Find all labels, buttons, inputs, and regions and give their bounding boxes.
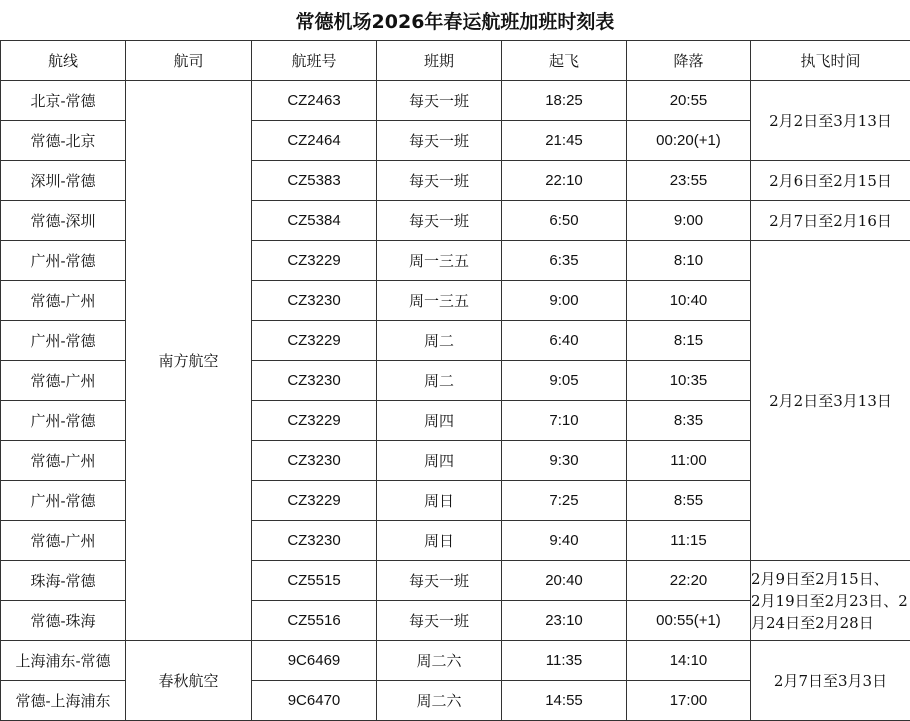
departure-cell: 20:40 (502, 561, 627, 601)
schedule-cell: 周二六 (377, 681, 502, 721)
route-cell: 上海浦东-常德 (1, 641, 126, 681)
departure-cell: 6:50 (502, 201, 627, 241)
flight-no-cell: CZ5383 (252, 161, 377, 201)
airline-cell: 春秋航空 (126, 641, 252, 721)
airline-cell: 南方航空 (126, 81, 252, 641)
flight-no-cell: CZ3229 (252, 321, 377, 361)
schedule-cell: 每天一班 (377, 601, 502, 641)
flight-schedule-table (0, 40, 910, 721)
arrival-cell: 23:55 (627, 161, 751, 201)
route-cell: 常德-深圳 (1, 201, 126, 241)
route-cell: 北京-常德 (1, 81, 126, 121)
col-header-schedule: 班期 (377, 41, 502, 81)
departure-cell: 11:35 (502, 641, 627, 681)
schedule-cell: 周四 (377, 441, 502, 481)
col-header-route: 航线 (1, 41, 126, 81)
table-row (1, 641, 910, 681)
departure-cell: 9:40 (502, 521, 627, 561)
schedule-cell: 每天一班 (377, 201, 502, 241)
flight-no-cell: CZ3230 (252, 361, 377, 401)
flight-no-cell: CZ3230 (252, 281, 377, 321)
departure-cell: 9:00 (502, 281, 627, 321)
schedule-cell: 周二 (377, 321, 502, 361)
schedule-cell: 周一三五 (377, 281, 502, 321)
schedule-cell: 周日 (377, 481, 502, 521)
flight-no-cell: 9C6469 (252, 641, 377, 681)
header-row (1, 41, 910, 81)
schedule-cell: 周二六 (377, 641, 502, 681)
period-cell: 2月2日至3月13日 (751, 241, 910, 561)
arrival-cell: 00:55(+1) (627, 601, 751, 641)
period-cell: 2月7日至3月3日 (751, 641, 910, 721)
period-cell: 2月7日至2月16日 (751, 201, 910, 241)
route-cell: 常德-广州 (1, 361, 126, 401)
route-cell: 常德-广州 (1, 441, 126, 481)
route-cell: 深圳-常德 (1, 161, 126, 201)
col-header-operating-period: 执飞时间 (751, 41, 910, 81)
flight-no-cell: CZ2464 (252, 121, 377, 161)
flight-no-cell: CZ3230 (252, 521, 377, 561)
page-title: 常德机场2026年春运航班加班时刻表 (295, 10, 615, 33)
arrival-cell: 9:00 (627, 201, 751, 241)
flight-no-cell: CZ5516 (252, 601, 377, 641)
arrival-cell: 11:15 (627, 521, 751, 561)
arrival-cell: 8:10 (627, 241, 751, 281)
schedule-cell: 周一三五 (377, 241, 502, 281)
flight-no-cell: CZ5515 (252, 561, 377, 601)
period-cell: 2月2日至3月13日 (751, 81, 910, 161)
arrival-cell: 10:40 (627, 281, 751, 321)
col-header-arrival: 降落 (627, 41, 751, 81)
departure-cell: 23:10 (502, 601, 627, 641)
route-cell: 常德-北京 (1, 121, 126, 161)
arrival-cell: 8:15 (627, 321, 751, 361)
route-cell: 广州-常德 (1, 321, 126, 361)
col-header-departure: 起飞 (502, 41, 627, 81)
departure-cell: 9:30 (502, 441, 627, 481)
route-cell: 常德-广州 (1, 521, 126, 561)
arrival-cell: 11:00 (627, 441, 751, 481)
flight-no-cell: 9C6470 (252, 681, 377, 721)
departure-cell: 18:25 (502, 81, 627, 121)
route-cell: 常德-珠海 (1, 601, 126, 641)
departure-cell: 6:35 (502, 241, 627, 281)
route-cell: 常德-广州 (1, 281, 126, 321)
col-header-flight-no: 航班号 (252, 41, 377, 81)
period-line: 2月19日至2月23日、2 (751, 591, 908, 610)
flight-no-cell: CZ5384 (252, 201, 377, 241)
arrival-cell: 14:10 (627, 641, 751, 681)
flight-no-cell: CZ3229 (252, 401, 377, 441)
flight-no-cell: CZ3229 (252, 241, 377, 281)
schedule-cell: 每天一班 (377, 161, 502, 201)
schedule-cell: 每天一班 (377, 121, 502, 161)
flight-no-cell: CZ3229 (252, 481, 377, 521)
col-header-airline: 航司 (126, 41, 252, 81)
schedule-cell: 周二 (377, 361, 502, 401)
arrival-cell: 8:55 (627, 481, 751, 521)
route-cell: 广州-常德 (1, 481, 126, 521)
schedule-cell: 每天一班 (377, 561, 502, 601)
arrival-cell: 00:20(+1) (627, 121, 751, 161)
arrival-cell: 17:00 (627, 681, 751, 721)
arrival-cell: 10:35 (627, 361, 751, 401)
arrival-cell: 22:20 (627, 561, 751, 601)
period-line: 月24日至2月28日 (751, 613, 874, 632)
departure-cell: 21:45 (502, 121, 627, 161)
departure-cell: 22:10 (502, 161, 627, 201)
departure-cell: 9:05 (502, 361, 627, 401)
period-cell: 2月6日至2月15日 (751, 161, 910, 201)
route-cell: 广州-常德 (1, 241, 126, 281)
schedule-cell: 周四 (377, 401, 502, 441)
flight-no-cell: CZ2463 (252, 81, 377, 121)
departure-cell: 6:40 (502, 321, 627, 361)
table-row (1, 81, 910, 121)
flight-no-cell: CZ3230 (252, 441, 377, 481)
route-cell: 珠海-常德 (1, 561, 126, 601)
arrival-cell: 20:55 (627, 81, 751, 121)
departure-cell: 7:10 (502, 401, 627, 441)
arrival-cell: 8:35 (627, 401, 751, 441)
schedule-cell: 每天一班 (377, 81, 502, 121)
departure-cell: 14:55 (502, 681, 627, 721)
departure-cell: 7:25 (502, 481, 627, 521)
route-cell: 广州-常德 (1, 401, 126, 441)
route-cell: 常德-上海浦东 (1, 681, 126, 721)
schedule-cell: 周日 (377, 521, 502, 561)
period-line: 2月9日至2月15日、 (751, 569, 889, 588)
period-cell (751, 561, 910, 641)
